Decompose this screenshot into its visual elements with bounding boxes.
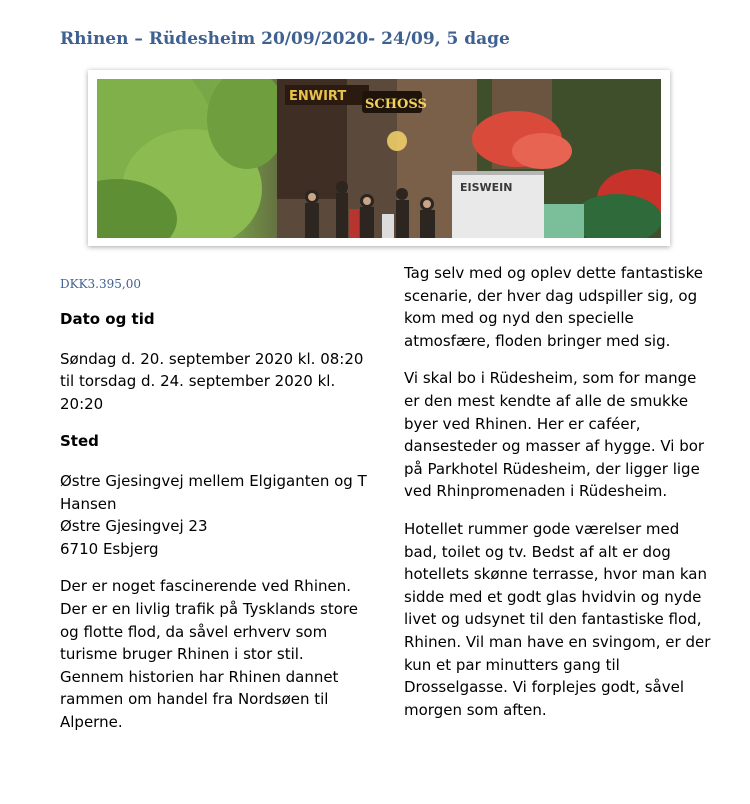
sign-eiswein-text: EISWEIN [460, 181, 513, 194]
address-line: 6710 Esbjerg [60, 539, 159, 558]
place-heading: Sted [60, 432, 99, 451]
header-image-frame [88, 70, 670, 246]
body-paragraph: Tag selv med og oplev dette fantastiske scenarie, der hver dag udspiller sig, og kom med og nyd den specielle atmosfære, floden bringer med sig. [404, 264, 703, 350]
street-photo-illustration [97, 79, 661, 238]
left-column [60, 270, 370, 749]
street-photo [97, 79, 661, 238]
address-line: Østre Gjesingvej 23 [60, 517, 208, 536]
body-paragraph: Vi skal bo i Rüdesheim, som for mange er den mest kendte af alle de smukke byer ved Rhinen. Her er caféer, dansesteder og masser af hygge. Vi bor på Parkhotel Rüdesheim, der ligger lige ved Rhinpromenaden i Rüdesheim. [404, 369, 705, 501]
sign-schloss-text: SCHOSS [365, 97, 427, 112]
address [60, 470, 370, 560]
date-text: Søndag d. 20. september 2020 kl. 08:20 til torsdag d. 24. september 2020 kl. 20:20 [60, 349, 364, 413]
price: DKK3.395,00 [60, 277, 141, 291]
right-column [404, 262, 714, 736]
address-line: Østre Gjesingvej mellem Elgiganten og T Hansen [60, 471, 367, 513]
date-heading: Dato og tid [60, 310, 155, 328]
intro-paragraph: Der er noget fascinerende ved Rhinen. Der er en livlig trafik på Tysklands store og flotte flod, da såvel erhverv som turisme bruger Rhinen i stor stil. Gennem historien har Rhinen dannet rammen om handel fra Nordsøen til Alperne. [60, 577, 358, 731]
sign-left-text: ENWIRT [289, 89, 347, 104]
page-title: Rhinen – Rüdesheim 20/09/2020- 24/09, 5 dage [60, 29, 510, 49]
body-paragraph: Hotellet rummer gode værelser med bad, toilet og tv. Bedst af alt er dog hotellets skønne terrasse, hvor man kan sidde med et godt glas hvidvin og nyde livet og udsynet til den fantastiske flod, Rhinen. Vil man have en svingom, er der kun et par minutters gang til Drosselgasse. Vi forplejes godt, såvel morgen som aften. [404, 519, 711, 719]
